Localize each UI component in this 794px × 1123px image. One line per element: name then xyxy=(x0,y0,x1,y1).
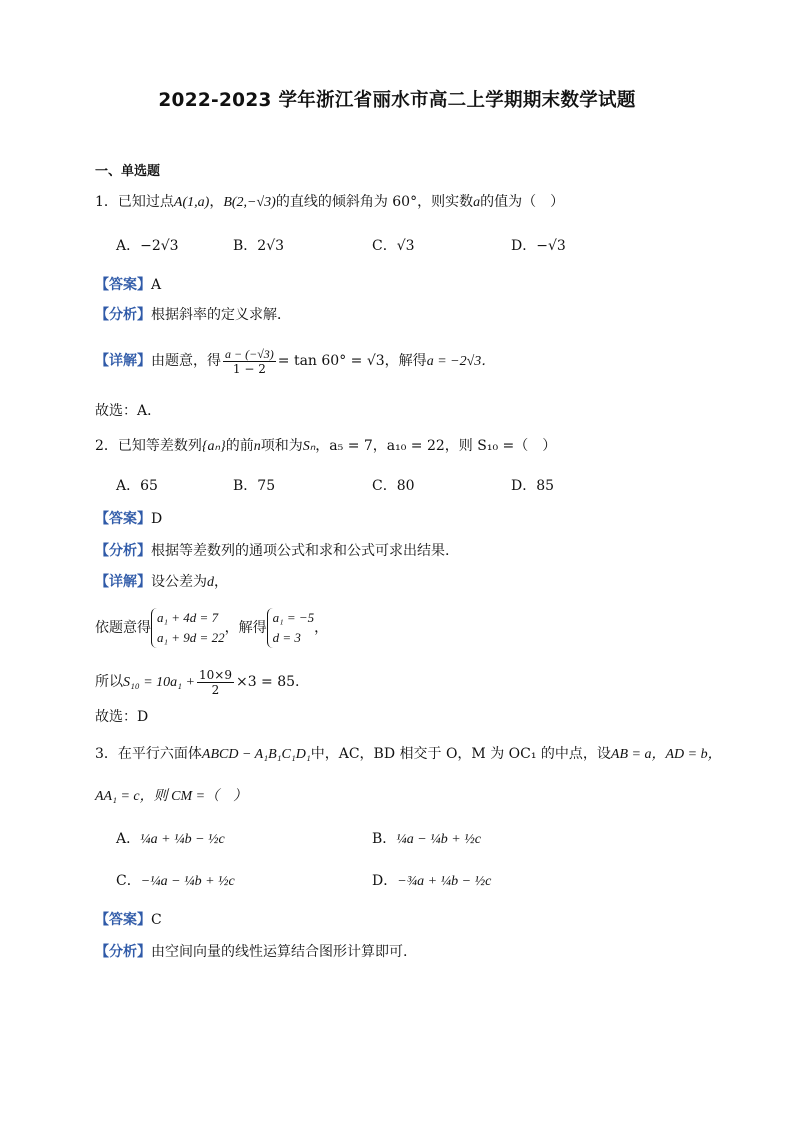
question-2-stem: 2．已知等差数列{aₙ}的前n项和为Sₙ，a₅ = 7，a₁₀ = 22，则 S₁₀ =（ ） xyxy=(95,438,557,454)
q2-analysis: 【分析】根据等差数列的通项公式和求和公式可求出结果. xyxy=(95,543,450,559)
fraction: $\frac{10\times 9}{2}$ xyxy=(199,667,232,697)
question-number: 2． xyxy=(95,438,118,454)
option-d: D．−√3 xyxy=(511,238,566,254)
q1-analysis: 【分析】根据斜率的定义求解． xyxy=(95,307,291,323)
option-b: B．¼a − ¼b + ½c xyxy=(372,831,481,847)
option-a: A．65 xyxy=(116,478,158,494)
q2-choose: 故选：D xyxy=(95,709,149,725)
option-a: A．¼a + ¼b − ½c xyxy=(116,831,225,847)
question-number: 1． xyxy=(95,194,118,210)
option-c: C．√3 xyxy=(372,238,415,254)
option-a: A．−2√3 xyxy=(116,238,179,254)
q1-choose: 故选：A． xyxy=(95,403,162,419)
q2-equation-system: 依题意得 a₁ + 4d = 7 a₁ + 9d = 22 ，解得 a₁ = −5 d = 3 ， xyxy=(95,606,328,650)
q3-analysis: 【分析】由空间向量的线性运算结合图形计算即可. xyxy=(95,944,408,960)
question-3-stem-cont: AA₁ = c，则 CM =（ ） xyxy=(95,789,248,804)
q1-answer: 【答案】A xyxy=(95,277,162,293)
solution-system: a₁ = −5 d = 3 xyxy=(267,608,315,648)
page-title: 2022-2023 学年浙江省丽水市高二上学期期末数学试题 xyxy=(158,90,636,111)
q3-answer: 【答案】C xyxy=(95,912,162,928)
question-1-stem: 1．已知过点A(1,a)，B(2,−√3)的直线的倾斜角为 60°，则实数a的值为（ ） xyxy=(95,194,565,210)
point-b: B(2,−√3) xyxy=(223,195,276,210)
fraction: $\frac{a - (-√3)}{1 - 2}$ xyxy=(225,346,274,376)
option-b: B．75 xyxy=(233,478,276,494)
q2-sum: 所以S₁₀ = 10a₁ + $\frac{10\times 9}{2}$ ×3 = 85. xyxy=(95,667,300,697)
q2-detail: 【详解】设公差为d， xyxy=(95,574,228,590)
option-d: D．85 xyxy=(511,478,555,494)
option-c: C．80 xyxy=(372,478,415,494)
section-heading: 一、单选题 xyxy=(95,164,161,179)
point-a: A(1,a) xyxy=(173,195,210,210)
option-b: B．2√3 xyxy=(233,238,285,254)
option-c: C．−¼a − ¼b + ½c xyxy=(116,873,235,889)
equation-system: a₁ + 4d = 7 a₁ + 9d = 22 xyxy=(151,608,225,648)
q2-answer: 【答案】D xyxy=(95,511,163,527)
option-d: D．−¾a + ¼b − ½c xyxy=(372,873,492,889)
question-3-stem: 3．在平行六面体ABCD − A₁B₁C₁D₁中，AC，BD 相交于 O，M 为 OC₁ 的中点，设AB = a，AD = b， xyxy=(95,746,722,762)
question-number: 3． xyxy=(95,746,118,762)
q1-detail: 【详解】由题意，得 $\frac{a - (-√3)}{1 - 2}$ = tan 60° = √3，解得a = −2√3． xyxy=(95,346,496,376)
